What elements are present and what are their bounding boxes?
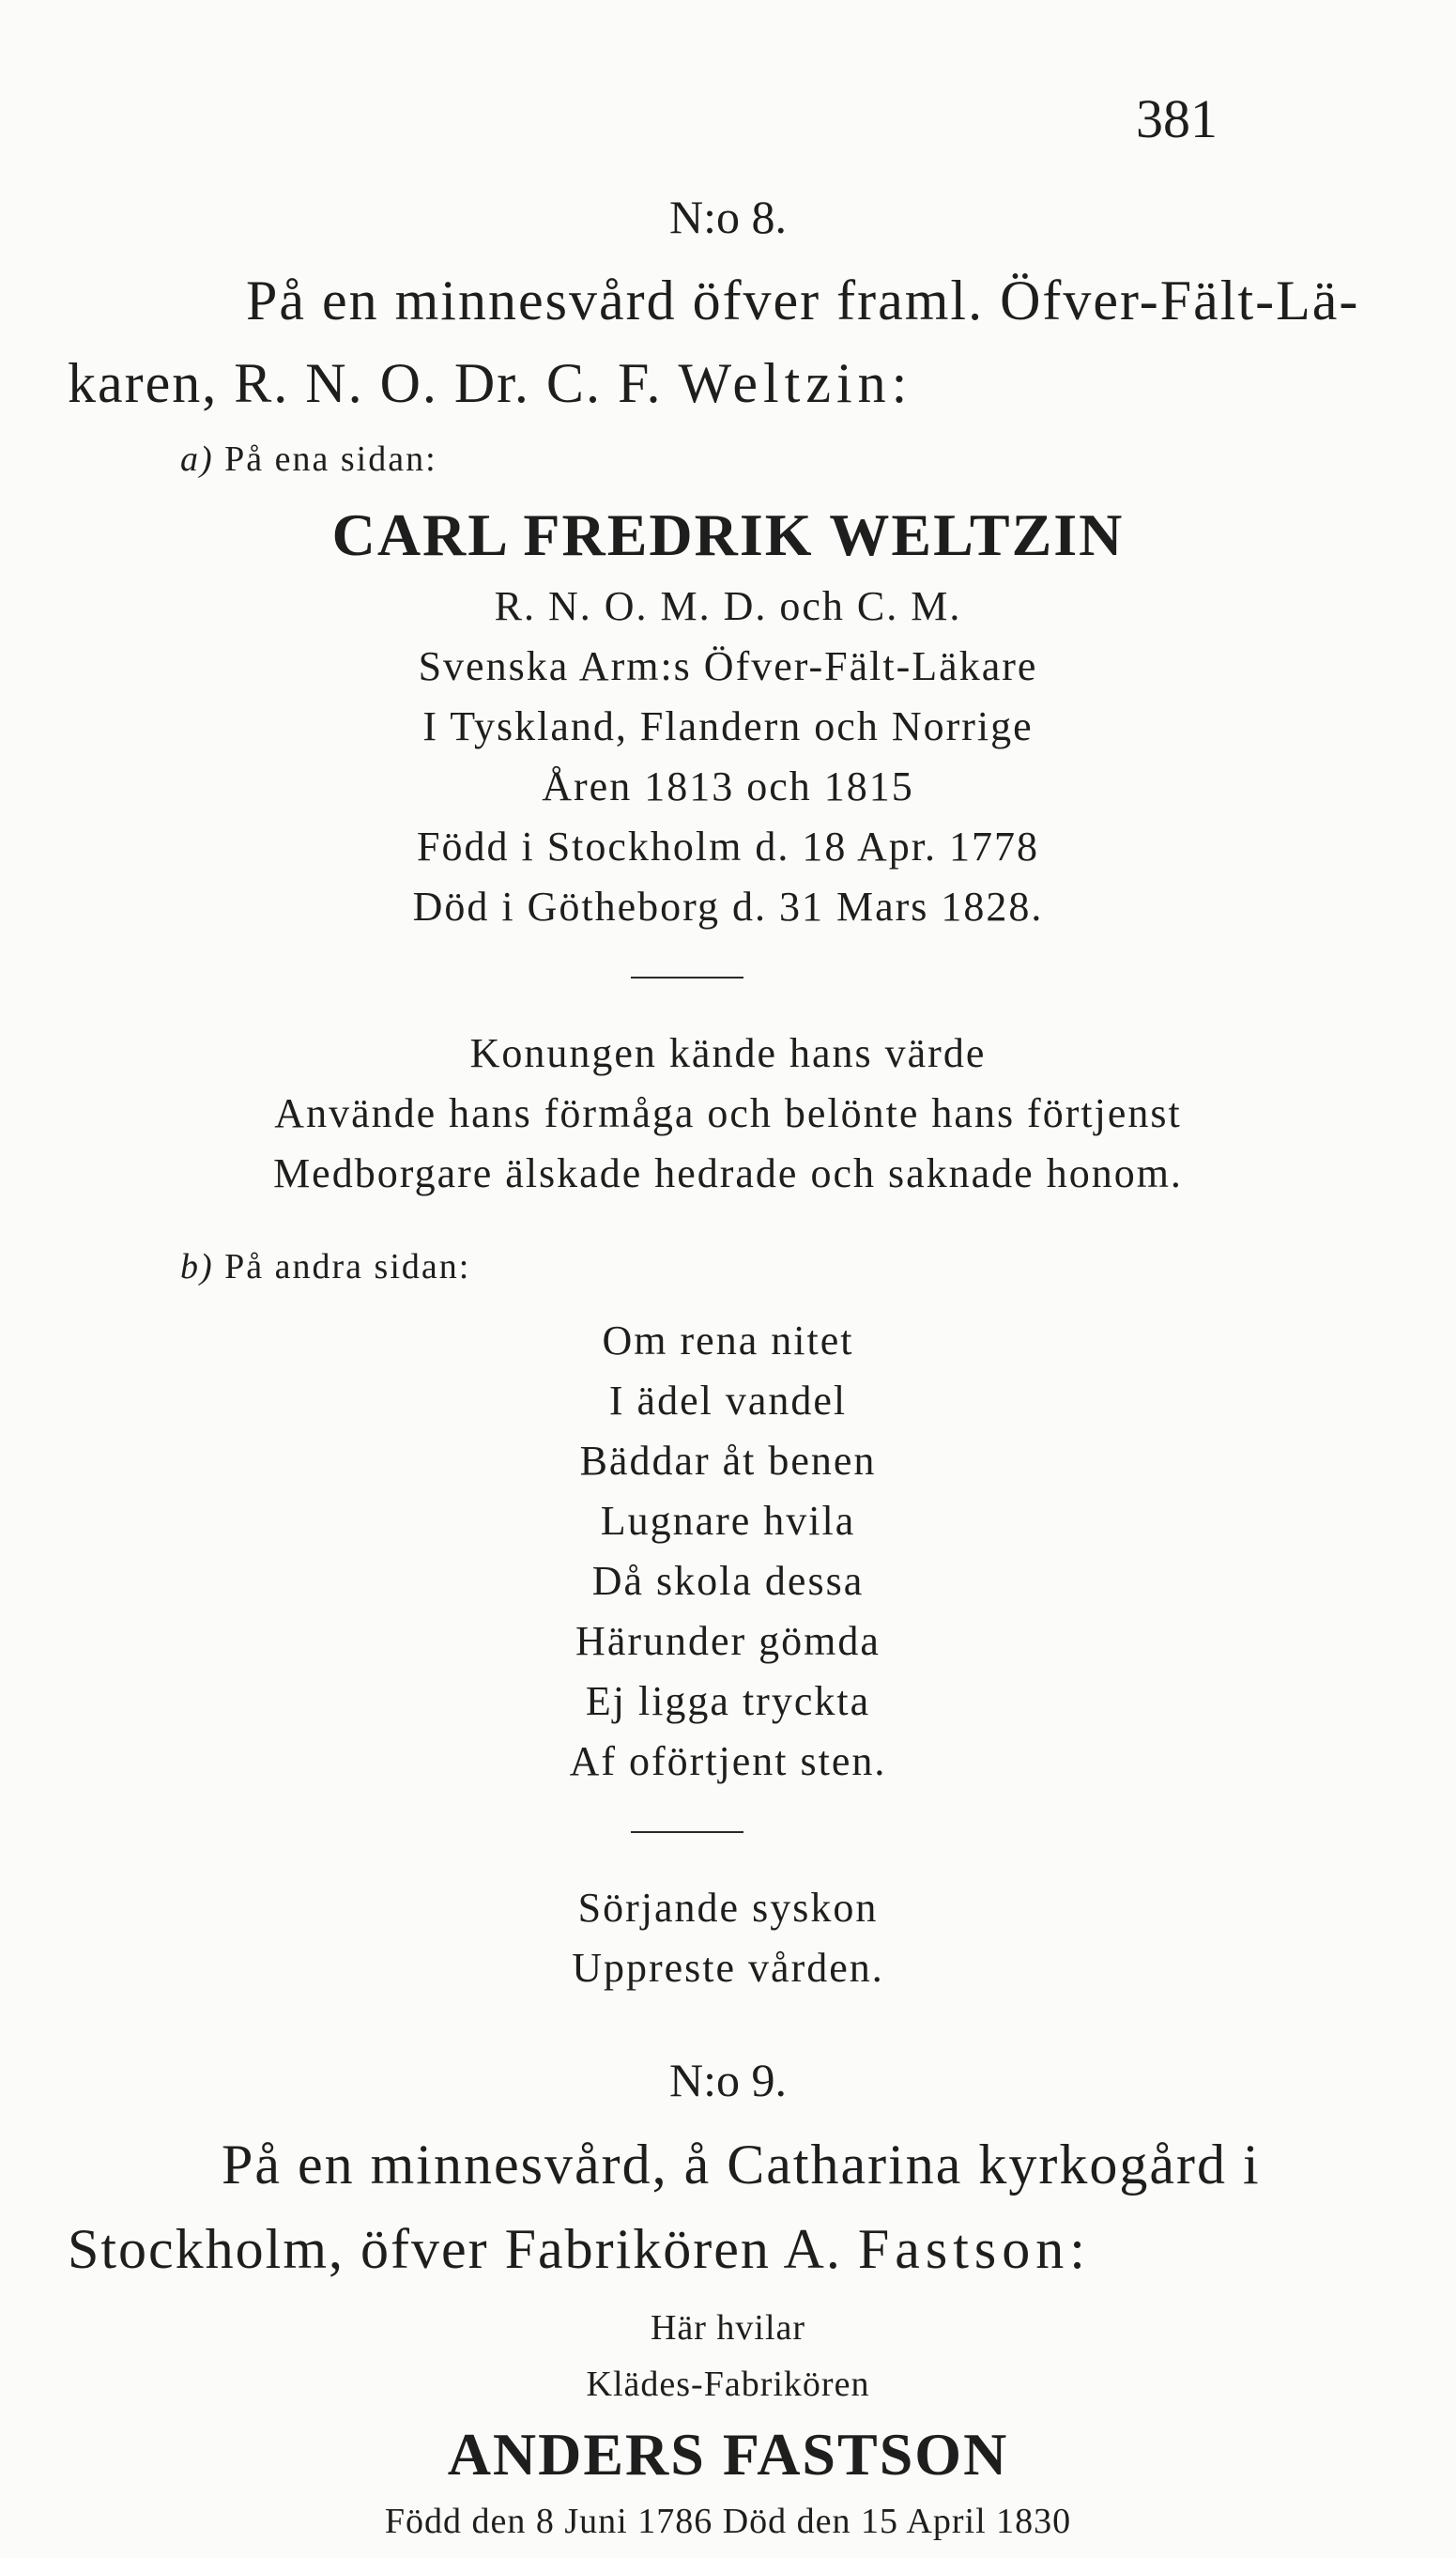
fastson-name: ANDERS FASTSON xyxy=(447,2421,1009,2488)
side-b-label: På andra sidan: xyxy=(224,1247,471,1287)
poem-line-7: Ej ligga tryckta xyxy=(585,1678,871,1724)
poem-line-3: Bäddar åt benen xyxy=(579,1438,877,1484)
poem-line-5: Då skola dessa xyxy=(591,1558,865,1604)
poem-line-1: Om rena nitet xyxy=(602,1318,854,1364)
entry-9-number: N:o 9. xyxy=(669,2054,787,2106)
fastson-birth-death: Född den 8 Juni 1786 Död den 15 April 1830 xyxy=(384,2502,1072,2541)
weltzin-line-1: R. N. O. M. D. och C. M. xyxy=(494,583,962,629)
entry-8-heading-prefix: karen, R. N. O. Dr. C. F. xyxy=(68,352,663,414)
epitaph-line-2: Använde hans förmåga och belönte hans förtjenst xyxy=(274,1090,1182,1136)
fastson-line-1: Här hvilar xyxy=(650,2308,806,2348)
weltzin-line-2: Svenska Arm:s Öfver-Fält-Läkare xyxy=(418,643,1038,689)
entry-8-heading-line-1: På en minnesvård öfver framl. Öfver-Fält-Lä- xyxy=(246,270,1360,331)
entry-8-heading-name: Weltzin: xyxy=(678,352,913,414)
side-b-marker: b) xyxy=(180,1247,214,1287)
weltzin-line-5: Född i Stockholm d. 18 Apr. 1778 xyxy=(417,824,1039,870)
poem-line-2: I ädel vandel xyxy=(608,1378,848,1424)
epitaph-line-1: Konungen kände hans värde xyxy=(469,1030,987,1076)
side-a-label: På ena sidan: xyxy=(224,439,437,479)
weltzin-line-6: Död i Götheborg d. 31 Mars 1828. xyxy=(412,884,1044,930)
entry-9-heading-line-2 xyxy=(68,2218,1091,2280)
weltzin-name: CARL FREDRIK WELTZIN xyxy=(331,501,1125,568)
divider-2 xyxy=(631,1831,743,1833)
entry-9-heading-name: Fastson: xyxy=(857,2218,1091,2280)
divider-1 xyxy=(631,977,743,979)
page-number: 381 xyxy=(1136,88,1218,149)
side-a-marker: a) xyxy=(180,439,214,479)
poem-line-8: Af oförtjent sten. xyxy=(569,1738,887,1784)
entry-8-number: N:o 8. xyxy=(669,191,787,243)
fastson-line-2: Klädes-Fabrikören xyxy=(586,2365,870,2404)
side-b-heading xyxy=(180,1249,470,1285)
closing-line-2: Uppreste vården. xyxy=(572,1945,884,1991)
weltzin-line-3: I Tyskland, Flandern och Norrige xyxy=(422,703,1034,749)
entry-9-heading-prefix: Stockholm, öfver Fabrikören A. xyxy=(68,2218,842,2280)
poem-line-6: Härunder gömda xyxy=(575,1618,881,1664)
closing-line-1: Sörjande syskon xyxy=(577,1885,879,1931)
poem-line-4: Lugnare hvila xyxy=(600,1498,856,1544)
epitaph-line-3: Medborgare älskade hedrade och saknade honom. xyxy=(273,1150,1183,1196)
weltzin-line-4: Åren 1813 och 1815 xyxy=(542,763,914,809)
side-a-heading xyxy=(180,441,437,477)
entry-8-heading-line-2 xyxy=(68,352,913,414)
entry-9-heading-line-1: På en minnesvård, å Catharina kyrkogård i xyxy=(222,2134,1261,2196)
